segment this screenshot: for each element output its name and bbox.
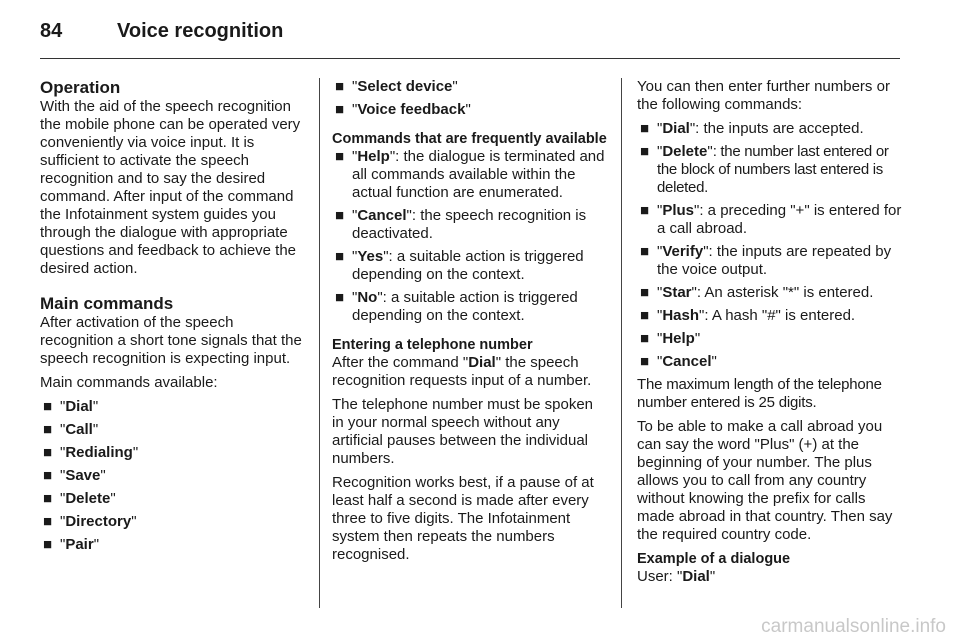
command-name: Dial (682, 568, 710, 585)
example-heading: Example of a dialogue (637, 551, 791, 567)
frequent-commands-list (332, 148, 607, 325)
bullet-icon: ■ (640, 353, 650, 370)
page-title: Voice recognition (117, 20, 284, 42)
bullet-icon: ■ (640, 120, 650, 137)
main-commands-list (40, 398, 304, 554)
list-item: ■ "Hash": A hash "#" is entered. (640, 307, 856, 324)
command-name: Yes (357, 248, 384, 265)
bullet-icon: ■ (335, 248, 345, 265)
bullet-icon: ■ (335, 207, 345, 224)
command-name: Hash (662, 307, 700, 324)
header-rule (40, 58, 900, 59)
command-name: Dial (468, 354, 496, 371)
command-name: Star (662, 284, 692, 301)
command-name: Cancel (357, 207, 407, 224)
command-name: Dial (662, 120, 690, 137)
column-divider (319, 78, 320, 608)
command-description: : a suitable action is triggered depending on the context. (352, 248, 584, 283)
list-item: ■ "Dial": the inputs are accepted. (640, 120, 864, 137)
command-name: Cancel (662, 353, 712, 370)
list-item: ■ "Save" (43, 467, 106, 484)
list-item: ■ "Star": An asterisk "*" is entered. (640, 284, 874, 301)
bullet-icon: ■ (335, 289, 345, 306)
bullet-icon: ■ (335, 148, 345, 165)
command-description: : the inputs are repeated by the voice output. (657, 243, 892, 278)
list-item: ■ "Yes": a suitable action is triggered depending on the context. (335, 248, 584, 283)
command-name: Pair (65, 536, 94, 553)
command-description: : A hash "#" is entered. (704, 307, 856, 324)
list-item: ■ "Cancel" (640, 353, 717, 370)
bullet-icon: ■ (43, 398, 53, 415)
list-item: ■ "Cancel": the speech recognition is deactivated. (335, 207, 587, 242)
command-description: : the dialogue is terminated and all commands available within the actual function are enumerated. (352, 148, 605, 201)
example-user-line: User: "Dial" (637, 568, 716, 585)
available-label: Main commands available: (40, 374, 218, 391)
command-description: : the number last entered or the block of numbers last entered is deleted. (657, 143, 889, 196)
bullet-icon: ■ (43, 513, 53, 530)
command-name: Delete (65, 490, 111, 507)
recognition-paragraph: Recognition works best, if a pause of at least half a second is made after every three to five digits. The Infotainment system then repeats the numbers recognised. (332, 474, 594, 563)
command-description: : a preceding "+" is entered for a call abroad. (657, 202, 902, 237)
list-item: ■ "Call" (43, 421, 99, 438)
list-item: ■ "Plus": a preceding "+" is entered for a call abroad. (640, 202, 902, 237)
bullet-icon: ■ (335, 78, 345, 95)
list-item: ■ "Delete": the number last entered or the block of numbers last entered is deleted. (640, 143, 889, 196)
bullet-icon: ■ (43, 467, 53, 484)
list-item: ■ "Help": the dialogue is terminated and all commands available within the actual function are enumerated. (335, 148, 605, 201)
command-description: : the speech recognition is deactivated. (352, 207, 587, 242)
bullet-icon: ■ (640, 284, 650, 301)
bullet-icon: ■ (43, 444, 53, 461)
bullet-icon: ■ (640, 143, 650, 160)
column-1 (40, 78, 304, 559)
extra-commands-list (332, 78, 607, 119)
list-item: ■ "Help" (640, 330, 701, 347)
command-description: : An asterisk "*" is entered. (696, 284, 874, 301)
command-description: : a suitable action is triggered depending on the context. (352, 289, 578, 324)
command-name: Save (65, 467, 101, 484)
page-number: 84 (40, 20, 63, 42)
command-description: : the inputs are accepted. (695, 120, 864, 137)
entering-paragraph: After the command "Dial" the speech recognition requests input of a number. (332, 354, 592, 389)
command-name: Redialing (65, 444, 133, 461)
command-name: Select device (357, 78, 453, 95)
operation-paragraph: With the aid of the speech recognition the mobile phone can be operated very conveniently via voice input. It is sufficient to activate the speech recognition and to say the desired command. After input of the command the Infotainment system guides you through the dialogue with appropriate questions and feedback to achieve the desired action. (40, 98, 301, 277)
list-item: ■ "Voice feedback" (335, 101, 471, 118)
command-name: Help (357, 148, 390, 165)
bullet-icon: ■ (640, 243, 650, 260)
watermark: carmanualsonline.info (761, 616, 946, 637)
bullet-icon: ■ (640, 307, 650, 324)
list-item: ■ "Verify": the inputs are repeated by the voice output. (640, 243, 892, 278)
command-name: Call (65, 421, 93, 438)
list-item: ■ "Dial" (43, 398, 99, 415)
command-name: Plus (662, 202, 695, 219)
operation-heading: Operation (40, 78, 121, 97)
command-name: Directory (65, 513, 132, 530)
column-3 (637, 78, 905, 592)
number-commands-list (637, 120, 905, 371)
list-item: ■ "Delete" (43, 490, 116, 507)
list-item: ■ "Directory" (43, 513, 137, 530)
bullet-icon: ■ (43, 536, 53, 553)
bullet-icon: ■ (335, 101, 345, 118)
column-2 (332, 78, 607, 570)
command-name: Verify (662, 243, 704, 260)
bullet-icon: ■ (640, 202, 650, 219)
command-name: Delete (662, 143, 708, 160)
command-name: Voice feedback (357, 101, 466, 118)
page-header (40, 20, 283, 46)
command-name: Dial (65, 398, 93, 415)
list-item: ■ "No": a suitable action is triggered depending on the context. (335, 289, 578, 324)
bullet-icon: ■ (43, 490, 53, 507)
spoken-paragraph: The telephone number must be spoken in your normal speech without any artificial pauses between the individual numbers. (332, 396, 593, 467)
intro-paragraph: You can then enter further numbers or the following commands: (637, 78, 890, 113)
list-item: ■ "Pair" (43, 536, 100, 553)
max-length-paragraph: The maximum length of the telephone number entered is 25 digits. (637, 376, 882, 411)
entering-heading: Entering a telephone number (332, 337, 533, 353)
bullet-icon: ■ (43, 421, 53, 438)
main-commands-heading: Main commands (40, 294, 174, 313)
list-item: ■ "Select device" (335, 78, 458, 95)
main-commands-paragraph: After activation of the speech recognition a short tone signals that the speech recognition is expecting input. (40, 314, 302, 367)
command-name: No (357, 289, 378, 306)
abroad-paragraph: To be able to make a call abroad you can say the word "Plus" (+) at the beginning of your number. The plus allows you to call from any country without knowing the prefix for calls made abroad in that country. Then say the required country code. (637, 418, 893, 543)
bullet-icon: ■ (640, 330, 650, 347)
frequent-heading: Commands that are frequently available (332, 131, 607, 147)
list-item: ■ "Redialing" (43, 444, 139, 461)
command-name: Help (662, 330, 695, 347)
column-divider (621, 78, 622, 608)
